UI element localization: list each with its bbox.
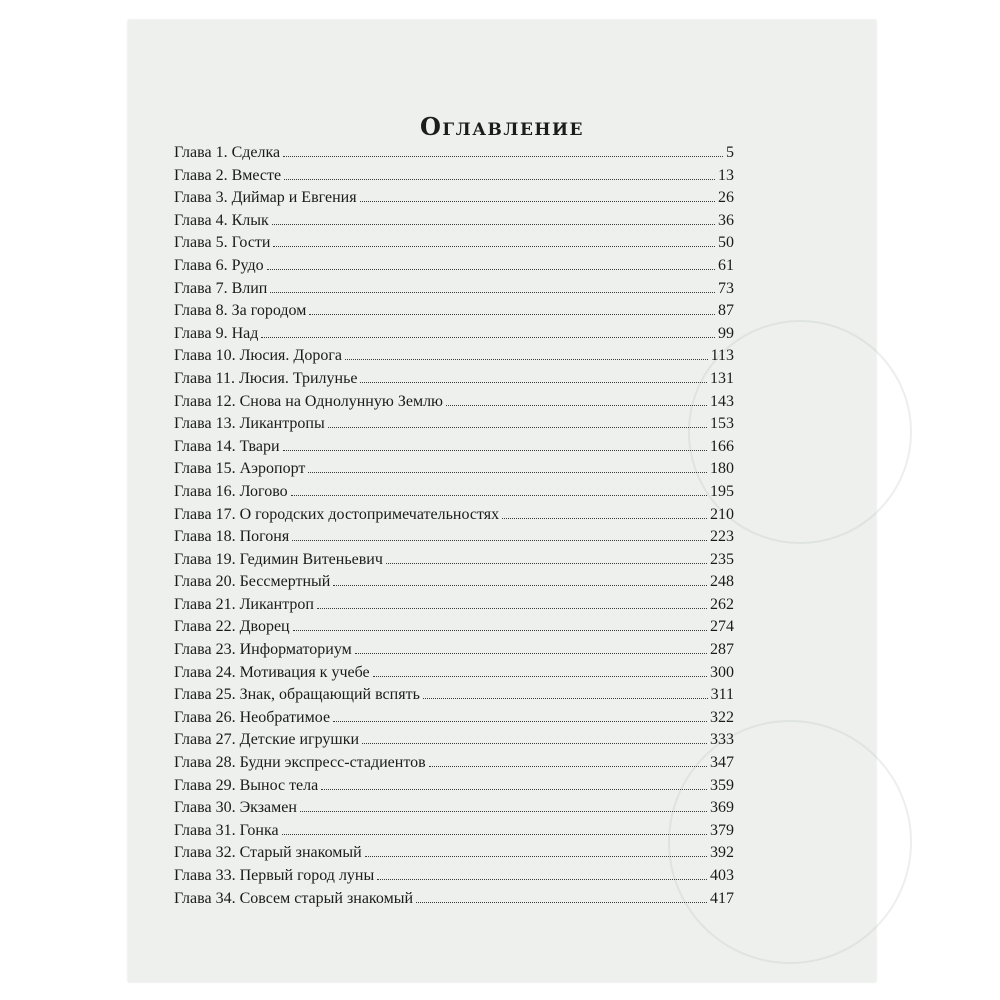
dot-leader — [261, 337, 715, 338]
dot-leader — [291, 495, 707, 496]
toc-entry-page-number: 248 — [710, 573, 734, 591]
dot-leader — [292, 540, 707, 541]
toc-entry-page-number: 5 — [726, 144, 734, 161]
toc-entry-title: Глава 16. Логово — [174, 482, 288, 500]
dot-leader — [283, 450, 707, 451]
toc-entry[interactable] — [174, 754, 734, 777]
toc-entry-title: Глава 11. Люсия. Трилунье — [174, 369, 358, 387]
toc-entry-title: Глава 13. Ликантропы — [174, 415, 325, 433]
toc-entry-title: Глава 22. Дворец — [174, 618, 290, 636]
dot-leader — [321, 789, 707, 790]
toc-entry-page-number: 180 — [710, 460, 734, 478]
toc-entry-title: Глава 32. Старый знакомый — [174, 844, 362, 862]
toc-entry-page-number: 99 — [718, 324, 734, 342]
toc-entry[interactable] — [174, 664, 734, 687]
dot-leader — [309, 314, 715, 315]
toc-entry-title: Глава 8. За городом — [174, 302, 307, 320]
toc-entry-title: Глава 33. Первый город луны — [174, 867, 375, 884]
toc-entry-page-number: 143 — [710, 392, 734, 410]
toc-entry[interactable] — [174, 596, 734, 619]
toc-entry-title: Глава 25. Знак, обращающий вспять — [174, 686, 420, 704]
toc-entry-title: Глава 31. Гонка — [174, 821, 279, 839]
toc-entry[interactable] — [174, 641, 734, 664]
toc-entry-title: Глава 17. О городских достопримечательностях — [174, 505, 500, 523]
toc-entry-title: Глава 30. Экзамен — [174, 799, 297, 817]
toc-entry-title: Глава 12. Снова на Однолунную Землю — [174, 392, 443, 410]
page-title: Оглавление — [420, 112, 584, 142]
dot-leader — [373, 676, 707, 677]
dot-leader — [360, 382, 707, 383]
toc-entry[interactable] — [174, 799, 734, 822]
dot-leader — [355, 653, 707, 654]
toc-entry[interactable] — [174, 528, 734, 551]
toc-entry[interactable] — [174, 189, 734, 212]
toc-entry[interactable] — [174, 460, 734, 483]
toc-entry[interactable] — [174, 212, 734, 235]
dot-leader — [345, 359, 708, 360]
toc-entry-title: Глава 5. Гости — [174, 234, 271, 252]
toc-entry-title: Глава 6. Рудо — [174, 256, 264, 274]
toc-entry-title: Глава 24. Мотивация к учебе — [174, 663, 370, 681]
toc-entry-title: Глава 1. Сделка — [174, 144, 281, 161]
dot-leader — [284, 179, 715, 180]
dot-leader — [377, 879, 707, 880]
dot-leader — [273, 246, 715, 247]
toc-entry[interactable] — [174, 144, 734, 167]
toc-entry[interactable] — [174, 573, 734, 596]
toc-entry[interactable] — [174, 393, 734, 416]
dot-leader — [317, 608, 707, 609]
toc-entry-title: Глава 34. Совсем старый знакомый — [174, 889, 414, 907]
toc-entry-title: Глава 18. Погоня — [174, 528, 290, 546]
toc-entry-page-number: 274 — [710, 618, 734, 636]
toc-entry-page-number: 195 — [710, 482, 734, 500]
toc-entry-page-number: 300 — [710, 663, 734, 681]
dot-leader — [270, 292, 715, 293]
toc-entry-page-number: 26 — [718, 189, 734, 207]
toc-entry-page-number: 369 — [710, 799, 734, 817]
toc-entry[interactable] — [174, 483, 734, 506]
toc-entry-title: Глава 29. Вынос тела — [174, 776, 319, 794]
dot-leader — [429, 766, 707, 767]
dot-leader — [283, 156, 723, 157]
dot-leader — [308, 472, 707, 473]
toc-entry[interactable] — [174, 438, 734, 461]
toc-entry[interactable] — [174, 302, 734, 325]
toc-entry[interactable] — [174, 325, 734, 348]
toc-entry[interactable] — [174, 709, 734, 732]
toc-entry-title: Глава 3. Диймар и Евгения — [174, 189, 357, 207]
toc-entry[interactable] — [174, 370, 734, 393]
toc-entry-page-number: 113 — [710, 347, 734, 365]
toc-entry-page-number: 50 — [718, 234, 734, 252]
toc-entry-title: Глава 9. Над — [174, 324, 259, 342]
toc-entry-page-number: 347 — [710, 754, 734, 772]
toc-entry-page-number: 61 — [718, 256, 734, 274]
toc-entry-page-number: 210 — [710, 505, 734, 523]
table-of-contents — [174, 144, 734, 912]
toc-entry-title: Глава 14. Твари — [174, 437, 280, 455]
dot-leader — [360, 201, 715, 202]
toc-entry-page-number: 311 — [710, 686, 734, 704]
toc-entry[interactable] — [174, 890, 734, 913]
dot-leader — [333, 585, 707, 586]
dot-leader — [333, 721, 707, 722]
toc-entry-page-number: 166 — [710, 437, 734, 455]
toc-entry[interactable] — [174, 844, 734, 867]
dot-leader — [446, 405, 707, 406]
toc-entry-page-number: 287 — [710, 641, 734, 659]
toc-entry-title: Глава 23. Информаториум — [174, 641, 352, 659]
toc-entry-title: Глава 7. Влип — [174, 279, 268, 297]
dot-leader — [267, 269, 715, 270]
toc-entry[interactable] — [174, 686, 734, 709]
toc-entry-title: Глава 28. Будни экспресс-стадиентов — [174, 754, 426, 772]
dot-leader — [502, 518, 707, 519]
toc-entry-page-number: 417 — [710, 889, 734, 907]
dot-leader — [328, 427, 707, 428]
toc-entry-title: Глава 4. Клык — [174, 211, 269, 229]
toc-entry-title: Глава 2. Вместе — [174, 166, 282, 184]
dot-leader — [272, 224, 715, 225]
toc-entry-title: Глава 10. Люсия. Дорога — [174, 347, 342, 365]
dot-leader — [386, 563, 707, 564]
toc-entry-title: Глава 20. Бессмертный — [174, 573, 331, 591]
toc-entry[interactable] — [174, 506, 734, 529]
toc-entry-page-number: 392 — [710, 844, 734, 862]
toc-entry-title: Глава 19. Гедимин Витеньевич — [174, 550, 383, 568]
toc-entry[interactable] — [174, 867, 734, 890]
toc-entry-page-number: 153 — [710, 415, 734, 433]
toc-entry-title: Глава 27. Детские игрушки — [174, 731, 360, 749]
dot-leader — [293, 630, 707, 631]
book-page — [128, 20, 876, 982]
toc-entry-page-number: 87 — [718, 302, 734, 320]
toc-entry-page-number: 131 — [710, 369, 734, 387]
dot-leader — [282, 834, 707, 835]
toc-entry-page-number: 359 — [710, 776, 734, 794]
dot-leader — [365, 856, 707, 857]
toc-entry[interactable] — [174, 731, 734, 754]
toc-entry-title: Глава 15. Аэропорт — [174, 460, 306, 478]
dot-leader — [416, 902, 707, 903]
toc-entry-page-number: 223 — [710, 528, 734, 546]
toc-entry[interactable] — [174, 777, 734, 800]
dot-leader — [362, 743, 707, 744]
toc-entry-page-number: 235 — [710, 550, 734, 568]
dot-leader — [300, 811, 707, 812]
toc-entry[interactable] — [174, 280, 734, 303]
toc-entry-page-number: 322 — [710, 708, 734, 726]
toc-entry[interactable] — [174, 618, 734, 641]
toc-entry[interactable] — [174, 415, 734, 438]
toc-entry-page-number: 73 — [718, 279, 734, 297]
dot-leader — [423, 698, 708, 699]
toc-entry[interactable] — [174, 551, 734, 574]
toc-entry[interactable] — [174, 347, 734, 370]
toc-entry[interactable] — [174, 167, 734, 190]
toc-entry-page-number: 379 — [710, 821, 734, 839]
toc-entry[interactable] — [174, 257, 734, 280]
toc-entry-page-number: 403 — [710, 867, 734, 884]
toc-entry-page-number: 262 — [710, 595, 734, 613]
toc-entry-title: Глава 21. Ликантроп — [174, 595, 314, 613]
toc-entry[interactable] — [174, 234, 734, 257]
toc-entry-page-number: 333 — [710, 731, 734, 749]
toc-entry[interactable] — [174, 822, 734, 845]
toc-entry-page-number: 13 — [718, 166, 734, 184]
toc-entry-page-number: 36 — [718, 211, 734, 229]
toc-entry-title: Глава 26. Необратимое — [174, 708, 331, 726]
